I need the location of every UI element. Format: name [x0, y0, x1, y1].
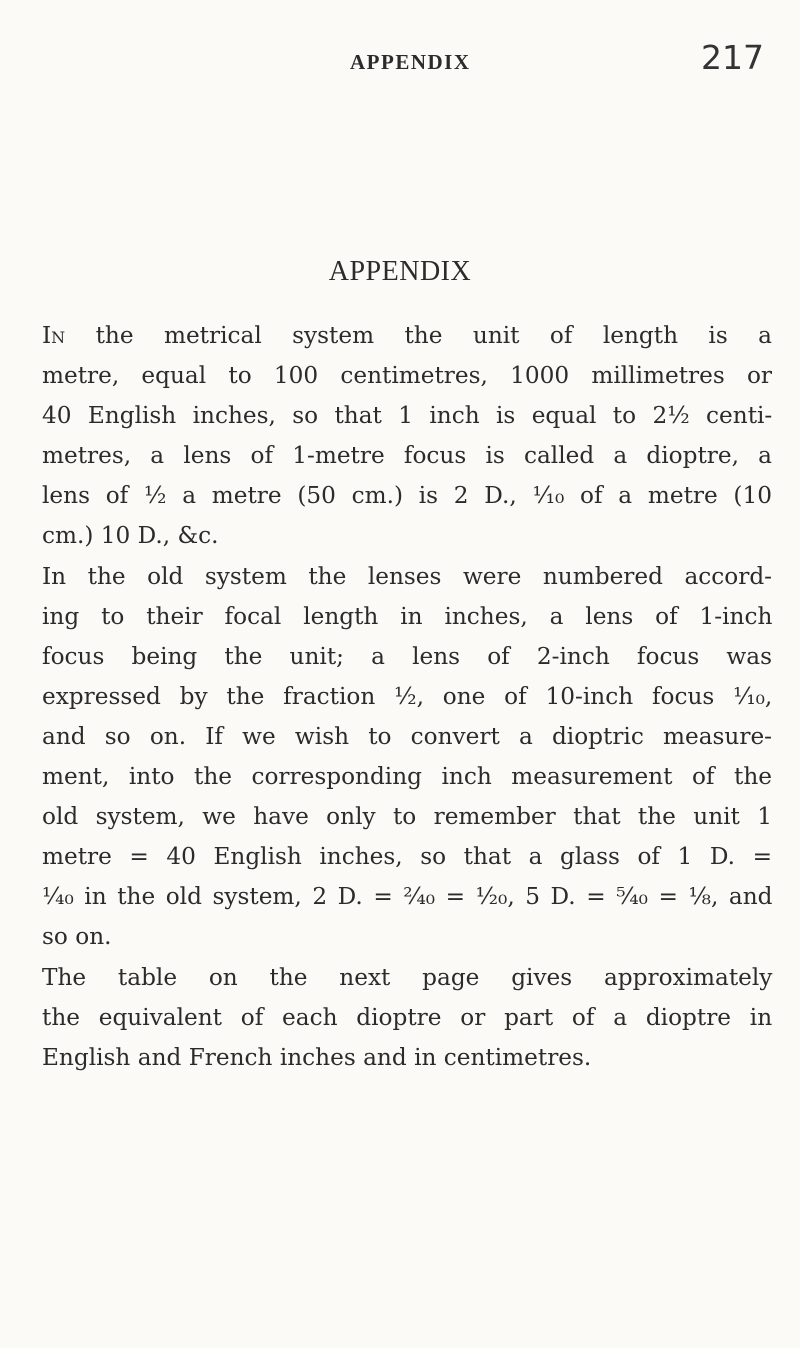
opening-word: In [42, 322, 66, 349]
text-line: In the metrical system the unit of length is a [42, 322, 772, 349]
page-number: 217 [701, 38, 764, 77]
body-text [42, 316, 772, 1078]
running-head [0, 38, 800, 86]
section-heading: APPENDIX [328, 256, 472, 287]
text-line: lens of ½ a metre (50 cm.) is 2 D., ¹⁄₁₀ of a metre (10 [42, 482, 772, 510]
text-line: metre, equal to 100 centimetres, 1000 millimetres or [42, 362, 772, 390]
text-line: the equivalent of each dioptre or part of a dioptre in [42, 1003, 773, 1031]
text-line: 40 English inches, so that 1 inch is equal to 2½ centi- [42, 402, 773, 430]
text-line: focus being the unit; a lens of 2-inch focus was [42, 642, 772, 670]
text-line: old system, we have only to remember that the unit 1 [42, 803, 772, 831]
running-head-title: APPENDIX [350, 50, 471, 74]
text-line: English and French inches and in centimetres. [42, 1043, 592, 1071]
text-line: cm.) 10 D., &c. [42, 522, 219, 550]
text-line: metres, a lens of 1-metre focus is called a dioptre, a [42, 442, 772, 470]
text-line: so on. [42, 923, 112, 951]
text-line: ¹⁄₄₀ in the old system, 2 D. = ²⁄₄₀ = ¹⁄₂₀, 5 D. = ⁵⁄₄₀ = ⅛, and [42, 883, 773, 911]
text-line: and so on. If we wish to convert a dioptric measure- [42, 722, 772, 750]
text-line: The table on the next page gives approximately [42, 963, 773, 991]
text-line: ing to their focal length in inches, a lens of 1-inch [42, 602, 773, 630]
text-line: In the old system the lenses were numbered accord- [42, 562, 772, 590]
text-line: ment, into the corresponding inch measurement of the [42, 763, 772, 791]
text-line: metre = 40 English inches, so that a glass of 1 D. = [42, 843, 772, 871]
text-line: expressed by the fraction ½, one of 10-inch focus ¹⁄₁₀, [42, 682, 773, 710]
